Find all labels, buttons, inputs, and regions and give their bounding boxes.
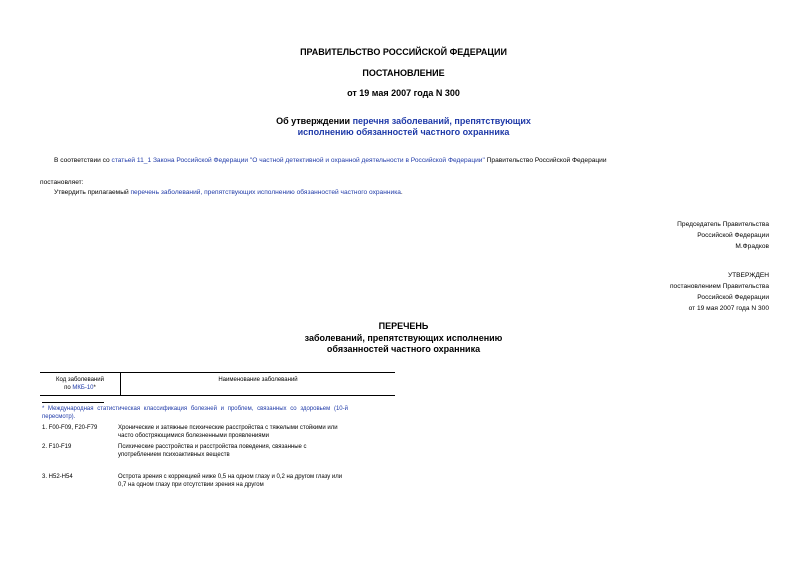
signature-block [677,219,769,252]
column-header-name: Наименование заболеваний [121,373,396,396]
approve-suffix: . [400,189,403,196]
approved-line-1: УТВЕРЖДЕН [727,272,769,279]
approve-prefix: Утвердить прилагаемый [54,189,131,196]
title-prefix: Об утверждении [276,116,353,126]
list-title-line-3: обязанностей частного охранника [326,344,481,354]
title-link-part-1[interactable]: перечня заболеваний, препятствующих [352,116,531,126]
row-1-code: 1. F00-F09, F20-F79 [42,425,98,431]
intro-prefix: В соответствии со [54,157,112,164]
footnote-text: Международная статистическая классификация болезней и проблем, связанных со здоровьем (10-й пересмотр). [42,406,348,420]
intro-paragraph [54,157,607,164]
footnote-star: * [42,406,45,412]
signature-line-1: Председатель Правительства [677,221,769,228]
decrees-text: постановляет: [40,179,84,186]
approved-block [670,270,769,314]
approve-paragraph [54,189,403,196]
row-2-code: 2. F10-F19 [42,444,72,450]
icd10-link[interactable]: МКБ-10 [72,385,94,391]
column-header-code [40,373,121,396]
row-3-name: Острота зрения с коррекцией ниже 0,5 на одном глазу и 0,2 на другом глазу или 0,7 на одном глазу при отсутствии зрения на другом [118,474,343,488]
intro-suffix: Правительство Российской Федерации [484,157,607,164]
row-1-name: Хронические и затяжные психические расстройства с тяжелыми стойкими или часто обостряющимися болезненными проявлениями [118,425,338,439]
column-header-code-line-2 [42,384,118,392]
row-2-name: Психические расстройства и расстройства поведения, связанные с употреблением психоактивных веществ [118,444,307,458]
title-line-1 [0,116,807,126]
list-title-line-1: ПЕРЕЧЕНЬ [378,321,429,331]
doc-type-heading: ПОСТАНОВЛЕНИЕ [362,68,445,78]
signature-line-2: Российской Федерации [697,232,769,239]
approved-line-2: постановлением Правительства [669,283,769,290]
date-number-heading: от 19 мая 2007 года N 300 [347,88,460,98]
code-header-prefix: по [64,385,73,391]
diseases-table-header [40,372,395,396]
footnote [42,405,348,421]
approved-line-3: Российской Федерации [697,294,769,301]
signature-line-3: М.Фрадков [735,243,769,250]
list-title-line-2: заболеваний, препятствующих исполнению [304,333,503,343]
approved-line-4: от 19 мая 2007 года N 300 [688,305,769,312]
law-article-link[interactable]: статьей 11_1 Закона Российской Федерации "О частной детективной и охранной деятельности в Российской Федерации" [111,157,485,164]
row-3-code: 3. H52-H54 [42,474,73,480]
list-link[interactable]: перечень заболеваний, препятствующих исполнению обязанностей частного охранника [130,189,401,196]
footnote-divider [42,402,104,403]
code-header-suffix: * [93,385,96,391]
government-heading: ПРАВИТЕЛЬСТВО РОССИЙСКОЙ ФЕДЕРАЦИИ [300,47,507,57]
title-link-part-2[interactable]: исполнению обязанностей частного охранника [297,127,510,137]
column-header-code-line-1: Код заболеваний [56,377,104,383]
